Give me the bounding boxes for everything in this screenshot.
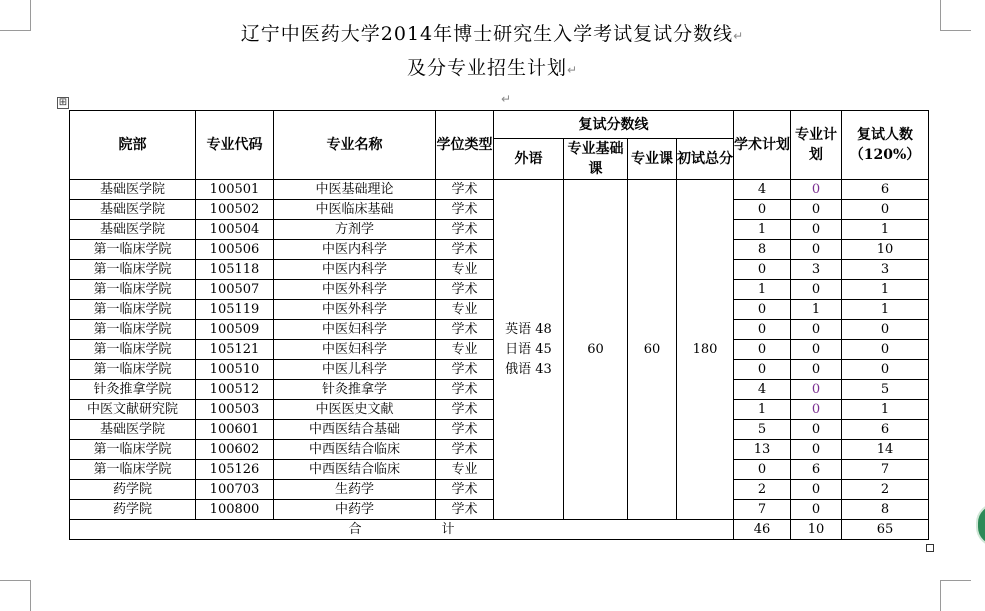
header-code: 专业代码: [196, 111, 274, 180]
cell-professional-plan: 3: [791, 260, 842, 280]
cell-code: 100507: [196, 280, 274, 300]
cell-dept: 针灸推拿学院: [70, 380, 196, 400]
cell-retest-count: 1: [842, 280, 929, 300]
cell-code: 100512: [196, 380, 274, 400]
cell-retest-count: 1: [842, 400, 929, 420]
cell-dept: 基础医学院: [70, 180, 196, 200]
cell-code: 105118: [196, 260, 274, 280]
total-label-b: 计: [441, 521, 455, 537]
header-basic-course: 专业基础课: [564, 139, 628, 180]
cell-degree-type: 学术: [436, 280, 494, 300]
paragraph-mark-icon: ↵: [733, 29, 745, 43]
cell-dept: 第一临床学院: [70, 280, 196, 300]
foreign-score-line: 日语 45: [505, 341, 552, 357]
header-total-score: 初试总分: [677, 139, 734, 180]
cell-major-name: 中医外科学: [274, 300, 436, 320]
cell-professional-plan: 0: [791, 400, 842, 420]
cell-retest-count: 2: [842, 480, 929, 500]
cell-professional-plan: 0: [791, 180, 842, 200]
cell-major-name: 中西医结合临床: [274, 460, 436, 480]
cell-academic-plan: 1: [734, 280, 791, 300]
cell-retest-count: 5: [842, 380, 929, 400]
cell-academic-plan: 8: [734, 240, 791, 260]
cell-code: 100502: [196, 200, 274, 220]
cell-dept: 第一临床学院: [70, 300, 196, 320]
cell-retest-count: 14: [842, 440, 929, 460]
foreign-score-line: 俄语 43: [505, 361, 552, 377]
header-degree-type: 学位类型: [436, 111, 494, 180]
cell-retest-count: 6: [842, 420, 929, 440]
crop-mark-bottom-left: [0, 580, 31, 611]
cell-major-name: 中医内科学: [274, 260, 436, 280]
floating-assistant-button[interactable]: [976, 503, 985, 547]
cell-degree-type: 学术: [436, 380, 494, 400]
cell-retest-count: 0: [842, 320, 929, 340]
cell-major-name: 中西医结合基础: [274, 420, 436, 440]
cell-major-name: 针灸推拿学: [274, 380, 436, 400]
header-professional-plan: 专业计划: [791, 111, 842, 180]
total-professional: 10: [791, 520, 842, 540]
cell-professional-plan: 0: [791, 360, 842, 380]
cell-major-name: 中药学: [274, 500, 436, 520]
cell-academic-plan: 1: [734, 220, 791, 240]
cell-score-total: 180: [677, 180, 734, 520]
cell-major-name: 中医妇科学: [274, 340, 436, 360]
cell-professional-plan: 6: [791, 460, 842, 480]
cell-degree-type: 学术: [436, 320, 494, 340]
cell-retest-count: 0: [842, 200, 929, 220]
cell-degree-type: 学术: [436, 240, 494, 260]
cell-degree-type: 学术: [436, 360, 494, 380]
cell-retest-count: 0: [842, 340, 929, 360]
cell-code: 100506: [196, 240, 274, 260]
cell-degree-type: 学术: [436, 400, 494, 420]
cell-retest-count: 0: [842, 360, 929, 380]
total-row: [70, 520, 929, 540]
cell-academic-plan: 0: [734, 200, 791, 220]
cell-retest-count: 7: [842, 460, 929, 480]
cell-professional-plan: 0: [791, 320, 842, 340]
cell-degree-type: 专业: [436, 260, 494, 280]
cell-academic-plan: 0: [734, 320, 791, 340]
table-row: [70, 180, 929, 200]
table-move-handle-icon[interactable]: ⊞: [58, 97, 68, 108]
cell-degree-type: 学术: [436, 200, 494, 220]
cell-major-name: 中医内科学: [274, 240, 436, 260]
header-academic-plan: 学术计划: [734, 111, 791, 180]
cell-degree-type: 专业: [436, 300, 494, 320]
cell-dept: 基础医学院: [70, 420, 196, 440]
cell-code: 100601: [196, 420, 274, 440]
total-retest: 65: [842, 520, 929, 540]
cell-academic-plan: 5: [734, 420, 791, 440]
cell-professional-plan: 0: [791, 220, 842, 240]
cell-code: 100503: [196, 400, 274, 420]
cell-major-name: 中医妇科学: [274, 320, 436, 340]
cell-degree-type: 学术: [436, 500, 494, 520]
cell-major-name: 中医儿科学: [274, 360, 436, 380]
cell-professional-plan: 0: [791, 440, 842, 460]
cell-dept: 药学院: [70, 500, 196, 520]
cell-dept: 第一临床学院: [70, 360, 196, 380]
total-label-a: 合: [348, 521, 362, 537]
cell-professional-plan: 0: [791, 500, 842, 520]
cell-code: 100602: [196, 440, 274, 460]
cell-dept: 中医文献研究院: [70, 400, 196, 420]
cell-academic-plan: 0: [734, 260, 791, 280]
header-dept: 院部: [70, 111, 196, 180]
total-label: [70, 520, 734, 540]
cell-professional-plan: 0: [791, 280, 842, 300]
cell-degree-type: 专业: [436, 340, 494, 360]
cell-academic-plan: 1: [734, 400, 791, 420]
paragraph-mark-icon: ↵: [501, 92, 512, 106]
foreign-score-line: 英语 48: [505, 321, 552, 337]
cell-foreign-scores: [494, 180, 564, 520]
cell-professional-plan: 0: [791, 480, 842, 500]
cell-academic-plan: 4: [734, 380, 791, 400]
cell-major-name: 中医医史文献: [274, 400, 436, 420]
cell-academic-plan: 0: [734, 300, 791, 320]
crop-mark-bottom-right: [940, 580, 971, 611]
cell-academic-plan: 0: [734, 460, 791, 480]
cell-major-name: 中医外科学: [274, 280, 436, 300]
cell-academic-plan: 0: [734, 340, 791, 360]
cell-dept: 第一临床学院: [70, 340, 196, 360]
admission-table: [69, 110, 929, 540]
cell-code: 105119: [196, 300, 274, 320]
cell-major-name: 中西医结合临床: [274, 440, 436, 460]
cell-degree-type: 学术: [436, 220, 494, 240]
cell-academic-plan: 4: [734, 180, 791, 200]
cell-code: 100509: [196, 320, 274, 340]
cell-professional-plan: 0: [791, 420, 842, 440]
cell-academic-plan: 2: [734, 480, 791, 500]
cell-major-name: 生药学: [274, 480, 436, 500]
header-foreign-language: 外语: [494, 139, 564, 180]
cell-retest-count: 1: [842, 300, 929, 320]
cell-code: 100501: [196, 180, 274, 200]
cell-retest-count: 6: [842, 180, 929, 200]
cell-professional-plan: 0: [791, 340, 842, 360]
cell-retest-count: 8: [842, 500, 929, 520]
cell-degree-type: 学术: [436, 480, 494, 500]
cell-dept: 第一临床学院: [70, 440, 196, 460]
cell-code: 100504: [196, 220, 274, 240]
cell-professional-plan: 0: [791, 200, 842, 220]
cell-code: 100510: [196, 360, 274, 380]
cell-academic-plan: 7: [734, 500, 791, 520]
cell-professional-plan: 0: [791, 240, 842, 260]
document-title-line2: 及分专业招生计划↵: [406, 57, 579, 79]
cell-major-name: 中医临床基础: [274, 200, 436, 220]
document-title-line1: 辽宁中医药大学2014年博士研究生入学考试复试分数线↵: [240, 23, 745, 45]
table-resize-handle[interactable]: [926, 544, 934, 552]
cell-retest-count: 3: [842, 260, 929, 280]
cell-major-name: 中医基础理论: [274, 180, 436, 200]
total-academic: 46: [734, 520, 791, 540]
cell-dept: 第一临床学院: [70, 240, 196, 260]
cell-score-basic: 60: [564, 180, 628, 520]
cell-code: 100800: [196, 500, 274, 520]
cell-dept: 第一临床学院: [70, 260, 196, 280]
cell-professional-plan: 0: [791, 380, 842, 400]
cell-degree-type: 专业: [436, 460, 494, 480]
cell-dept: 第一临床学院: [70, 460, 196, 480]
cell-dept: 第一临床学院: [70, 320, 196, 340]
header-score-line: 复试分数线: [494, 111, 734, 139]
paragraph-mark-icon: ↵: [566, 63, 579, 77]
cell-degree-type: 学术: [436, 180, 494, 200]
cell-code: 100703: [196, 480, 274, 500]
cell-retest-count: 1: [842, 220, 929, 240]
cell-dept: 基础医学院: [70, 200, 196, 220]
cell-degree-type: 学术: [436, 440, 494, 460]
cell-professional-plan: 1: [791, 300, 842, 320]
cell-code: 105126: [196, 460, 274, 480]
cell-major-name: 方剂学: [274, 220, 436, 240]
cell-score-major: 60: [628, 180, 677, 520]
header-retest-count: 复试人数（120%）: [842, 111, 929, 180]
cell-code: 105121: [196, 340, 274, 360]
cell-degree-type: 学术: [436, 420, 494, 440]
header-major-course: 专业课: [628, 139, 677, 180]
cell-dept: 基础医学院: [70, 220, 196, 240]
cell-academic-plan: 0: [734, 360, 791, 380]
header-name: 专业名称: [274, 111, 436, 180]
cell-retest-count: 10: [842, 240, 929, 260]
cell-dept: 药学院: [70, 480, 196, 500]
cell-academic-plan: 13: [734, 440, 791, 460]
